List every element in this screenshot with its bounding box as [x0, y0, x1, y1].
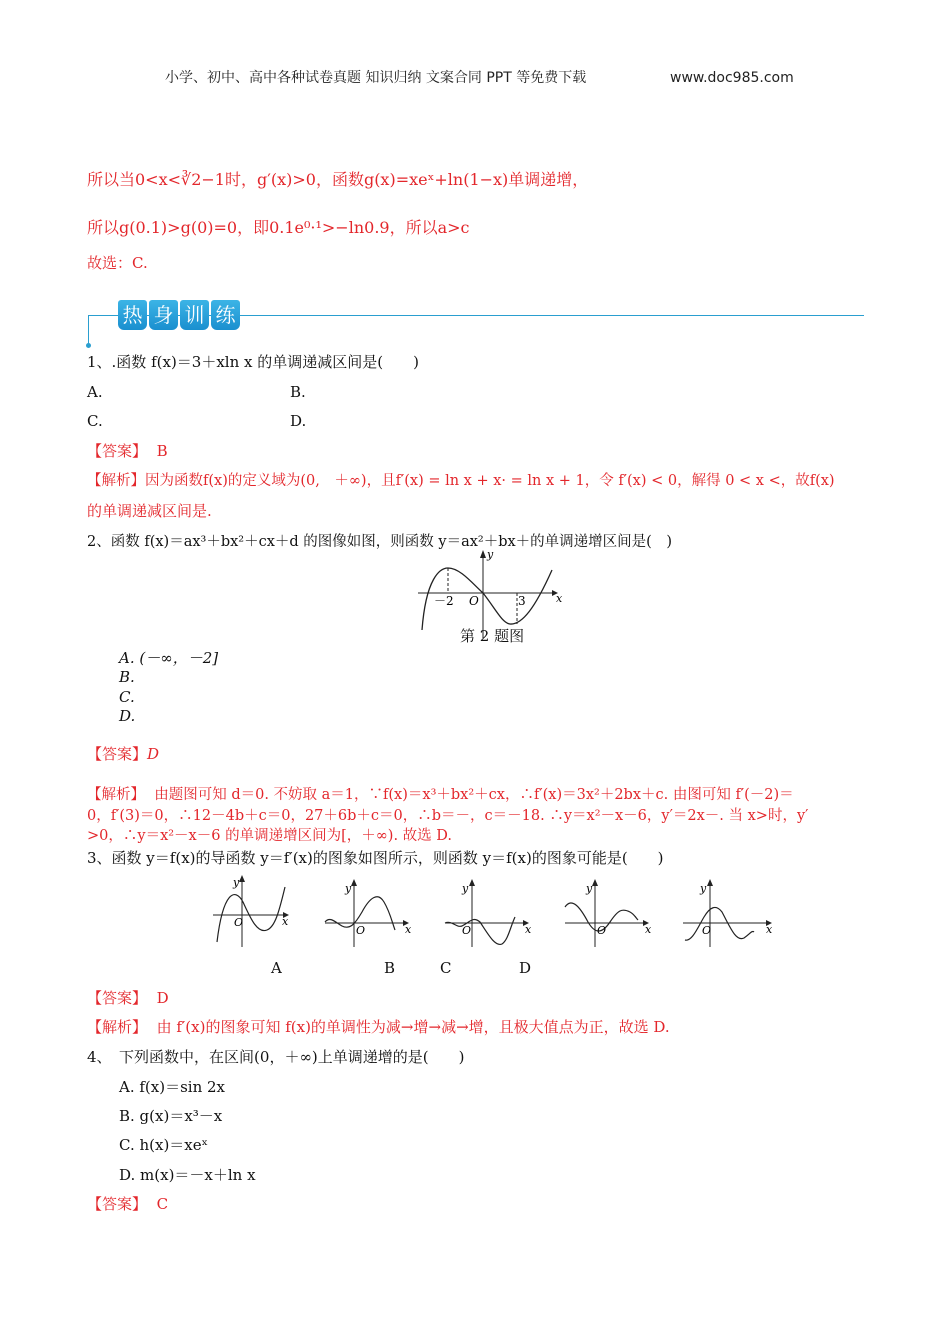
q2-option-b: B.	[119, 668, 135, 686]
q2-analysis-line2: 0，f′(3)＝0，∴12－4b＋c＝0，27＋6b＋c＝0，∴b＝－，c＝－18. ∴y＝x²－x－6，y′＝2x－. 当 x>时，y′	[87, 808, 809, 824]
x-label: x	[525, 923, 532, 936]
q1-option-a: A.	[87, 383, 103, 401]
q2-option-d: D.	[119, 707, 136, 725]
q1-analysis-tag: 【解析】	[87, 473, 145, 489]
x-label: x	[282, 915, 289, 928]
q3-label-c: C	[440, 959, 452, 977]
section-banner	[118, 300, 240, 330]
tick-minus2: －2	[434, 594, 454, 608]
q2-answer: D	[147, 745, 160, 763]
y-label: y	[462, 882, 469, 895]
prev-line-3: 故选：C.	[87, 254, 148, 272]
q3-analysis-tag: 【解析】	[87, 1018, 148, 1036]
section-divider-vertical	[88, 315, 89, 345]
origin-label: O	[702, 924, 712, 937]
q2-stem: 2、函数 f(x)＝ax³＋bx²＋cx＋d 的图像如图，则函数 y＝ax²＋bx＋的单调递增区间是( )	[87, 534, 672, 550]
option-d-graph	[683, 879, 773, 947]
q1-option-b: B.	[290, 383, 306, 401]
header-text: 小学、初中、高中各种试卷真题 知识归纳 文案合同 PPT 等免费下载	[165, 70, 587, 86]
origin-label: O	[356, 924, 366, 937]
q2-analysis-line3: >0，∴y＝x²－x－6 的单调递增区间为[，＋∞). 故选 D.	[87, 828, 453, 844]
q3-analysis: 由 f′(x)的图象可知 f(x)的单调性为减→增→减→增，且极大值点为正，故选 D.	[156, 1018, 670, 1036]
q2-option-c: C.	[119, 688, 135, 706]
y-label: y	[345, 882, 352, 895]
y-label: y	[487, 548, 494, 561]
q1-option-c: C.	[87, 412, 103, 430]
q1-answer-tag: 【答案】	[87, 442, 148, 460]
q2-graph-caption: 第 2 题图	[460, 627, 525, 645]
banner-char: 身	[149, 300, 178, 330]
y-label: y	[586, 882, 593, 895]
q3-label-b: B	[384, 959, 396, 977]
y-axis-arrow	[480, 550, 486, 558]
q3-answer-tag: 【答案】	[87, 989, 148, 1007]
q4-option-d: D. m(x)＝－x＋ln x	[119, 1166, 256, 1184]
header-site: www.doc985.com	[670, 70, 794, 86]
q3-label-a: A	[271, 959, 282, 977]
banner-char: 热	[118, 300, 147, 330]
q1-answer: B	[156, 442, 168, 460]
q2-answer-tag: 【答案】	[87, 745, 148, 763]
origin-label: O	[597, 924, 607, 937]
x-label: x	[766, 923, 773, 936]
q4-stem: 4、 下列函数中，在区间(0，＋∞)上单调递增的是( )	[87, 1048, 465, 1066]
q1-stem: 1、.函数 f(x)＝3＋xln x 的单调递减区间是( )	[87, 353, 419, 371]
banner-char: 训	[180, 300, 209, 330]
origin-label: O	[234, 916, 244, 929]
q4-answer-tag: 【答案】	[87, 1195, 148, 1213]
option-c-graph	[565, 879, 652, 947]
x-label: x	[405, 923, 412, 936]
q1-option-d: D.	[290, 412, 307, 430]
tick-3: 3	[518, 594, 526, 608]
q2-analysis-tag: 【解析】	[87, 787, 145, 803]
derivative-graph	[213, 875, 289, 947]
q3-stem: 3、函数 y＝f(x)的导函数 y＝f′(x)的图象如图所示，则函数 y＝f(x)的图象可能是( )	[87, 849, 664, 867]
q4-option-a: A. f(x)＝sin 2x	[119, 1078, 226, 1096]
origin-label: O	[469, 594, 479, 608]
prev-line-2: 所以g(0.1)>g(0)=0，即0.1e⁰·¹>−ln0.9，所以a>c	[87, 218, 470, 237]
q4-option-c: C. h(x)＝xeˣ	[119, 1136, 208, 1154]
q1-analysis-line1: 因为函数f(x)的定义域为(0, ＋∞)，且f′(x) = ln x + x· = ln x + 1，令 f′(x) < 0，解得 0 < x <，故f(x)	[145, 473, 835, 489]
y-label: y	[233, 876, 240, 889]
q2-analysis-line1: 由题图可知 d＝0. 不妨取 a＝1，∵f(x)＝x³＋bx²＋cx，∴f′(x)＝3x²＋2bx＋c. 由图可知 f′(－2)＝	[154, 787, 794, 803]
option-b-graph	[445, 879, 532, 947]
prev-line-1: 所以当0<x<∛2−1时，g′(x)>0，函数g(x)=xeˣ+ln(1−x)单调递增，	[87, 170, 589, 189]
y-label: y	[700, 882, 707, 895]
q2-option-a: A. (－∞，－2]	[119, 649, 219, 667]
x-label: x	[556, 592, 563, 605]
q3-graphs	[205, 872, 785, 952]
q3-answer: D	[156, 989, 169, 1007]
q4-answer: C	[156, 1195, 169, 1213]
q3-label-d: D	[519, 959, 532, 977]
option-a-graph	[325, 879, 412, 947]
q1-analysis-line2: 的单调递减区间是.	[87, 502, 212, 520]
origin-label: O	[462, 924, 472, 937]
banner-char: 练	[211, 300, 240, 330]
x-label: x	[645, 923, 652, 936]
section-divider-dot	[86, 343, 91, 348]
q4-option-b: B. g(x)＝x³－x	[119, 1107, 223, 1125]
